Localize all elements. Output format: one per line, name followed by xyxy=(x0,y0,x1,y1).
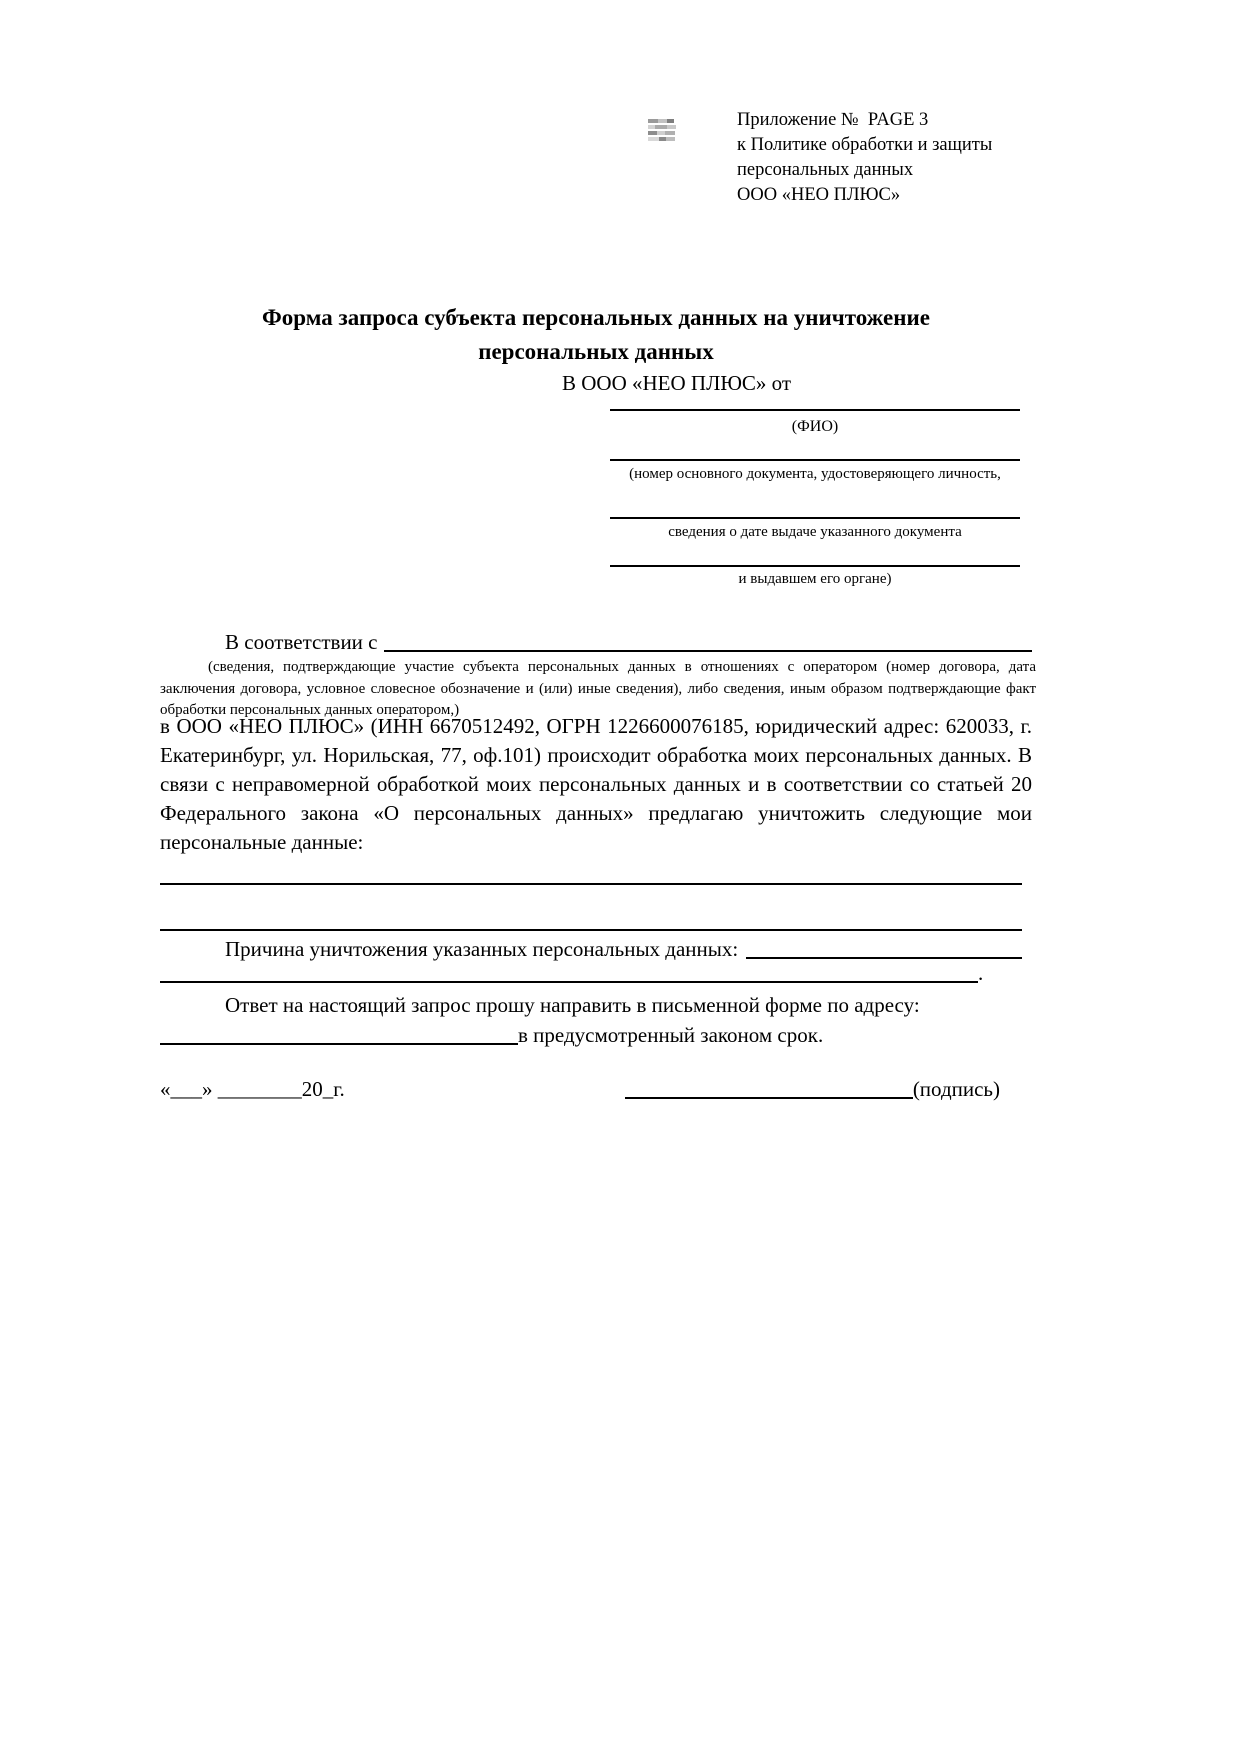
header-block xyxy=(737,108,992,208)
reason-label: Причина уничтожения указанных персональных данных: xyxy=(225,937,739,961)
fine-print-note: (сведения, подтверждающие участие субъекта персональных данных в отношениях с оператором (номер договора, дата заключения договора, условное словесное обозначение и (или) иные сведения), либо сведения, иным образом подтверждающие факт обработки персональных данных оператором,) xyxy=(160,659,1036,718)
embedded-object-icon xyxy=(648,117,678,143)
accordance-prefix: В соответствии с xyxy=(225,630,378,654)
reason-blank-field[interactable] xyxy=(746,957,1022,959)
footer-row xyxy=(160,1076,1022,1102)
date-blank-line[interactable]: «___» ________20_г. xyxy=(160,1077,345,1101)
header-line-appendix: Приложение № PAGE 3 xyxy=(737,110,929,130)
response-term-text: в предусмотренный законом срок. xyxy=(518,1023,824,1047)
accordance-row xyxy=(160,629,1032,655)
header-line-policy: к Политике обработки и защиты xyxy=(737,135,993,155)
document-number-blank-field[interactable] xyxy=(610,459,1020,461)
issuing-authority-label: и выдавшем его органе) xyxy=(738,571,892,587)
reason-row xyxy=(160,936,1032,962)
document-number-label: (номер основного документа, удостоверяющего личность, xyxy=(629,466,1001,482)
personal-data-blank-line-2[interactable] xyxy=(160,929,1022,931)
issuing-authority-blank-field[interactable] xyxy=(610,565,1020,567)
accordance-blank-field[interactable] xyxy=(384,650,1033,652)
reason-continuation-blank-line[interactable] xyxy=(160,981,978,983)
address-blank-field[interactable] xyxy=(160,1043,518,1045)
fio-label: (ФИО) xyxy=(791,418,839,435)
issue-date-blank-field[interactable] xyxy=(610,517,1020,519)
body-paragraph: в ООО «НЕО ПЛЮС» (ИНН 6670512492, ОГРН 1226600076185, юридический адрес: 620033, г. Екатеринбург, ул. Норильская, 77, оф.101) происходит обработка моих персональных данных. В связи с неправомерной обработкой моих персональных данных и в соответствии со статьей 20 Федерального закона «О персональных данных» предлагаю уничтожить следующие мои персональные данные: xyxy=(160,714,1032,854)
header-line-personal-data: персональных данных xyxy=(737,160,914,180)
line-terminator: . xyxy=(978,961,984,985)
reason-continuation-row xyxy=(160,962,1032,986)
signature-label: (подпись) xyxy=(912,1077,1000,1101)
response-address-row xyxy=(160,1022,1032,1048)
personal-data-blank-line-1[interactable] xyxy=(160,883,1022,885)
fio-blank-field[interactable] xyxy=(610,409,1020,411)
addressee-line: В ООО «НЕО ПЛЮС» от xyxy=(562,371,792,395)
signature-blank-field[interactable] xyxy=(625,1097,913,1099)
document-title-line1: Форма запроса субъекта персональных данных на уничтожение xyxy=(262,305,930,330)
document-title-line2: персональных данных xyxy=(478,339,714,364)
header-line-company: ООО «НЕО ПЛЮС» xyxy=(737,185,901,205)
response-request-line: Ответ на настоящий запрос прошу направить в письменной форме по адресу: xyxy=(225,993,920,1017)
issue-date-label: сведения о дате выдаче указанного документа xyxy=(668,524,962,540)
